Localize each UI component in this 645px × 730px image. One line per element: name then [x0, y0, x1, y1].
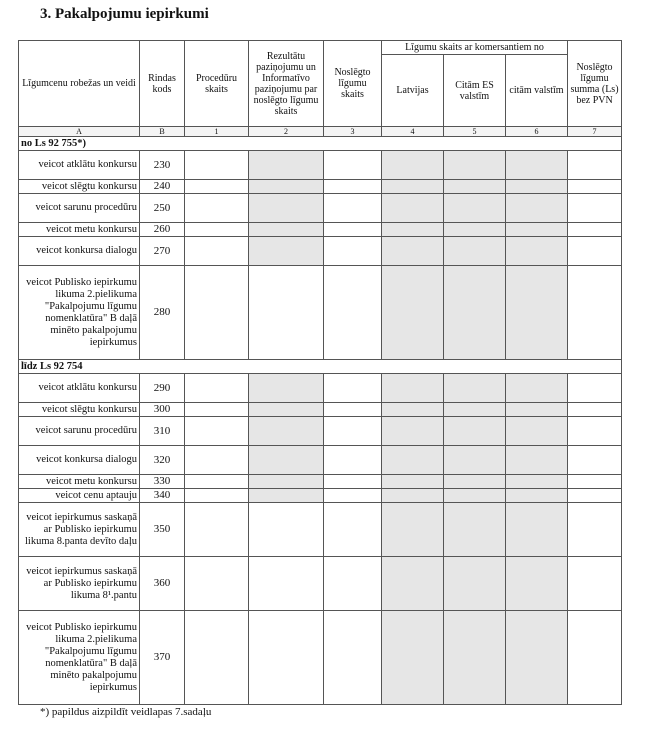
input-cell-col-3[interactable]: [324, 266, 382, 360]
section-label: no Ls 92 755*): [19, 137, 622, 151]
input-cell-col-4: [382, 611, 444, 705]
input-cell-col-4: [382, 446, 444, 475]
table-row: [19, 237, 622, 266]
header-col-7: Noslēgto līgumu summa (Ls) bez PVN: [568, 41, 622, 127]
input-cell-col-2[interactable]: [249, 611, 324, 705]
input-cell-col-6: [506, 223, 568, 237]
table-row: [19, 475, 622, 489]
input-cell-col-7[interactable]: [568, 475, 622, 489]
input-cell-col-4: [382, 180, 444, 194]
input-cell-col-3[interactable]: [324, 611, 382, 705]
column-letter: 2: [249, 127, 324, 137]
input-cell-col-3[interactable]: [324, 446, 382, 475]
input-cell-col-6: [506, 266, 568, 360]
row-label: veicot metu konkursu: [19, 223, 140, 237]
header-col-2: Rezultātu paziņojumu un Informatīvo paziņojumu par noslēgto līgumu skaits: [249, 41, 324, 127]
input-cell-col-6: [506, 403, 568, 417]
input-cell-col-1[interactable]: [185, 151, 249, 180]
input-cell-col-6: [506, 194, 568, 223]
header-col-5: Citām ES valstīm: [444, 55, 506, 127]
row-code: 340: [140, 489, 185, 503]
input-cell-col-3[interactable]: [324, 374, 382, 403]
input-cell-col-3[interactable]: [324, 489, 382, 503]
input-cell-col-7[interactable]: [568, 403, 622, 417]
input-cell-col-1[interactable]: [185, 557, 249, 611]
input-cell-col-2: [249, 417, 324, 446]
input-cell-col-5: [444, 557, 506, 611]
input-cell-col-6: [506, 151, 568, 180]
input-cell-col-4: [382, 151, 444, 180]
input-cell-col-2: [249, 223, 324, 237]
input-cell-col-6: [506, 237, 568, 266]
input-cell-col-4: [382, 223, 444, 237]
column-letter: A: [19, 127, 140, 137]
column-letter: 3: [324, 127, 382, 137]
table-row: [19, 223, 622, 237]
input-cell-col-6: [506, 417, 568, 446]
row-label: veicot atklātu konkursu: [19, 374, 140, 403]
header-col-1: Procedūru skaits: [185, 41, 249, 127]
section-row: [19, 360, 622, 374]
column-letter: 4: [382, 127, 444, 137]
input-cell-col-3[interactable]: [324, 194, 382, 223]
input-cell-col-1[interactable]: [185, 503, 249, 557]
row-code: 310: [140, 417, 185, 446]
column-letter: 6: [506, 127, 568, 137]
input-cell-col-6: [506, 503, 568, 557]
input-cell-col-7[interactable]: [568, 611, 622, 705]
input-cell-col-3[interactable]: [324, 557, 382, 611]
input-cell-col-3[interactable]: [324, 237, 382, 266]
table-row: [19, 446, 622, 475]
input-cell-col-2: [249, 194, 324, 223]
input-cell-col-3[interactable]: [324, 403, 382, 417]
input-cell-col-1[interactable]: [185, 475, 249, 489]
row-code: 230: [140, 151, 185, 180]
input-cell-col-4: [382, 194, 444, 223]
input-cell-col-4: [382, 403, 444, 417]
table-row: [19, 489, 622, 503]
input-cell-col-3[interactable]: [324, 417, 382, 446]
table-row: [19, 266, 622, 360]
table-row: [19, 374, 622, 403]
input-cell-col-5: [444, 237, 506, 266]
table-row: [19, 417, 622, 446]
header-col-3: Noslēgto līgumu skaits: [324, 41, 382, 127]
section-title: 3. Pakalpojumu iepirkumi: [40, 6, 209, 22]
row-code: 350: [140, 503, 185, 557]
table-row: [19, 503, 622, 557]
input-cell-col-6: [506, 557, 568, 611]
row-label: veicot iepirkumus saskaņā ar Publisko iepirkumu likuma 8.panta devīto daļu: [19, 503, 140, 557]
input-cell-col-5: [444, 611, 506, 705]
input-cell-col-6: [506, 446, 568, 475]
row-label: veicot metu konkursu: [19, 475, 140, 489]
input-cell-col-2[interactable]: [249, 266, 324, 360]
input-cell-col-5: [444, 180, 506, 194]
column-letter: 7: [568, 127, 622, 137]
row-label: veicot Publisko iepirkumu likuma 2.pielikuma "Pakalpojumu līgumu nomenklatūra" B daļā minēto pakalpojumu iepirkumus: [19, 611, 140, 705]
table-row: [19, 403, 622, 417]
row-label: veicot sarunu procedūru: [19, 417, 140, 446]
input-cell-col-4: [382, 417, 444, 446]
header-col-a: Līgumcenu robežas un veidi: [19, 41, 140, 127]
input-cell-col-6: [506, 489, 568, 503]
table-body: [19, 137, 622, 705]
input-cell-col-1[interactable]: [185, 489, 249, 503]
input-cell-col-7[interactable]: [568, 194, 622, 223]
table-row: [19, 180, 622, 194]
input-cell-col-2: [249, 151, 324, 180]
services-procurement-table: [18, 40, 622, 705]
input-cell-col-1[interactable]: [185, 403, 249, 417]
input-cell-col-4: [382, 503, 444, 557]
header-col-6: citām valstīm: [506, 55, 568, 127]
input-cell-col-1[interactable]: [185, 374, 249, 403]
row-code: 370: [140, 611, 185, 705]
row-code: 250: [140, 194, 185, 223]
input-cell-col-5: [444, 489, 506, 503]
input-cell-col-3[interactable]: [324, 151, 382, 180]
footnote: *) papildus aizpildīt veidlapas 7.sadaļu: [40, 706, 212, 718]
row-code: 260: [140, 223, 185, 237]
table-row: [19, 194, 622, 223]
input-cell-col-2: [249, 475, 324, 489]
row-code: 290: [140, 374, 185, 403]
input-cell-col-1[interactable]: [185, 223, 249, 237]
table-row: [19, 151, 622, 180]
input-cell-col-1[interactable]: [185, 266, 249, 360]
input-cell-col-5: [444, 503, 506, 557]
row-label: veicot atklātu konkursu: [19, 151, 140, 180]
row-label: veicot sarunu procedūru: [19, 194, 140, 223]
input-cell-col-4: [382, 266, 444, 360]
row-code: 280: [140, 266, 185, 360]
row-code: 360: [140, 557, 185, 611]
input-cell-col-4: [382, 489, 444, 503]
input-cell-col-1[interactable]: [185, 417, 249, 446]
input-cell-col-1[interactable]: [185, 611, 249, 705]
input-cell-col-2: [249, 403, 324, 417]
input-cell-col-7[interactable]: [568, 266, 622, 360]
input-cell-col-5: [444, 223, 506, 237]
row-label: veicot konkursa dialogu: [19, 237, 140, 266]
input-cell-col-6: [506, 475, 568, 489]
header-col-4: Latvijas: [382, 55, 444, 127]
input-cell-col-1[interactable]: [185, 237, 249, 266]
input-cell-col-3[interactable]: [324, 223, 382, 237]
column-letter: 5: [444, 127, 506, 137]
input-cell-col-2: [249, 446, 324, 475]
row-code: 300: [140, 403, 185, 417]
input-cell-col-5: [444, 266, 506, 360]
input-cell-col-7[interactable]: [568, 374, 622, 403]
column-letter: 1: [185, 127, 249, 137]
input-cell-col-6: [506, 180, 568, 194]
input-cell-col-1[interactable]: [185, 180, 249, 194]
section-label: līdz Ls 92 754: [19, 360, 622, 374]
input-cell-col-4: [382, 475, 444, 489]
input-cell-col-5: [444, 151, 506, 180]
input-cell-col-1[interactable]: [185, 194, 249, 223]
column-letters-row: [19, 127, 622, 137]
input-cell-col-2[interactable]: [249, 557, 324, 611]
column-letter: B: [140, 127, 185, 137]
input-cell-col-5: [444, 475, 506, 489]
input-cell-col-3[interactable]: [324, 180, 382, 194]
header-col-b: Rindas kods: [140, 41, 185, 127]
input-cell-col-2: [249, 237, 324, 266]
input-cell-col-7[interactable]: [568, 489, 622, 503]
input-cell-col-1[interactable]: [185, 446, 249, 475]
input-cell-col-7[interactable]: [568, 151, 622, 180]
input-cell-col-3[interactable]: [324, 475, 382, 489]
input-cell-col-7[interactable]: [568, 237, 622, 266]
row-label: veicot Publisko iepirkumu likuma 2.pielikuma "Pakalpojumu līgumu nomenklatūra" B daļā minēto pakalpojumu iepirkumus: [19, 266, 140, 360]
row-code: 320: [140, 446, 185, 475]
input-cell-col-4: [382, 237, 444, 266]
input-cell-col-3[interactable]: [324, 503, 382, 557]
input-cell-col-5: [444, 403, 506, 417]
input-cell-col-2: [249, 180, 324, 194]
input-cell-col-5: [444, 446, 506, 475]
row-label: veicot slēgtu konkursu: [19, 180, 140, 194]
input-cell-col-4: [382, 557, 444, 611]
input-cell-col-2: [249, 374, 324, 403]
row-label: veicot slēgtu konkursu: [19, 403, 140, 417]
table-row: [19, 611, 622, 705]
input-cell-col-5: [444, 194, 506, 223]
input-cell-col-5: [444, 374, 506, 403]
row-code: 240: [140, 180, 185, 194]
row-code: 330: [140, 475, 185, 489]
header-group: Līgumu skaits ar komersantiem no: [382, 41, 568, 55]
row-label: veicot konkursa dialogu: [19, 446, 140, 475]
input-cell-col-7[interactable]: [568, 417, 622, 446]
input-cell-col-2[interactable]: [249, 503, 324, 557]
input-cell-col-2: [249, 489, 324, 503]
input-cell-col-6: [506, 374, 568, 403]
input-cell-col-4: [382, 374, 444, 403]
row-code: 270: [140, 237, 185, 266]
section-row: [19, 137, 622, 151]
row-label: veicot iepirkumus saskaņā ar Publisko iepirkumu likuma 8¹.pantu: [19, 557, 140, 611]
input-cell-col-7[interactable]: [568, 503, 622, 557]
table-row: [19, 557, 622, 611]
input-cell-col-7[interactable]: [568, 557, 622, 611]
row-label: veicot cenu aptauju: [19, 489, 140, 503]
input-cell-col-7[interactable]: [568, 180, 622, 194]
input-cell-col-7[interactable]: [568, 223, 622, 237]
input-cell-col-7[interactable]: [568, 446, 622, 475]
input-cell-col-6: [506, 611, 568, 705]
input-cell-col-5: [444, 417, 506, 446]
